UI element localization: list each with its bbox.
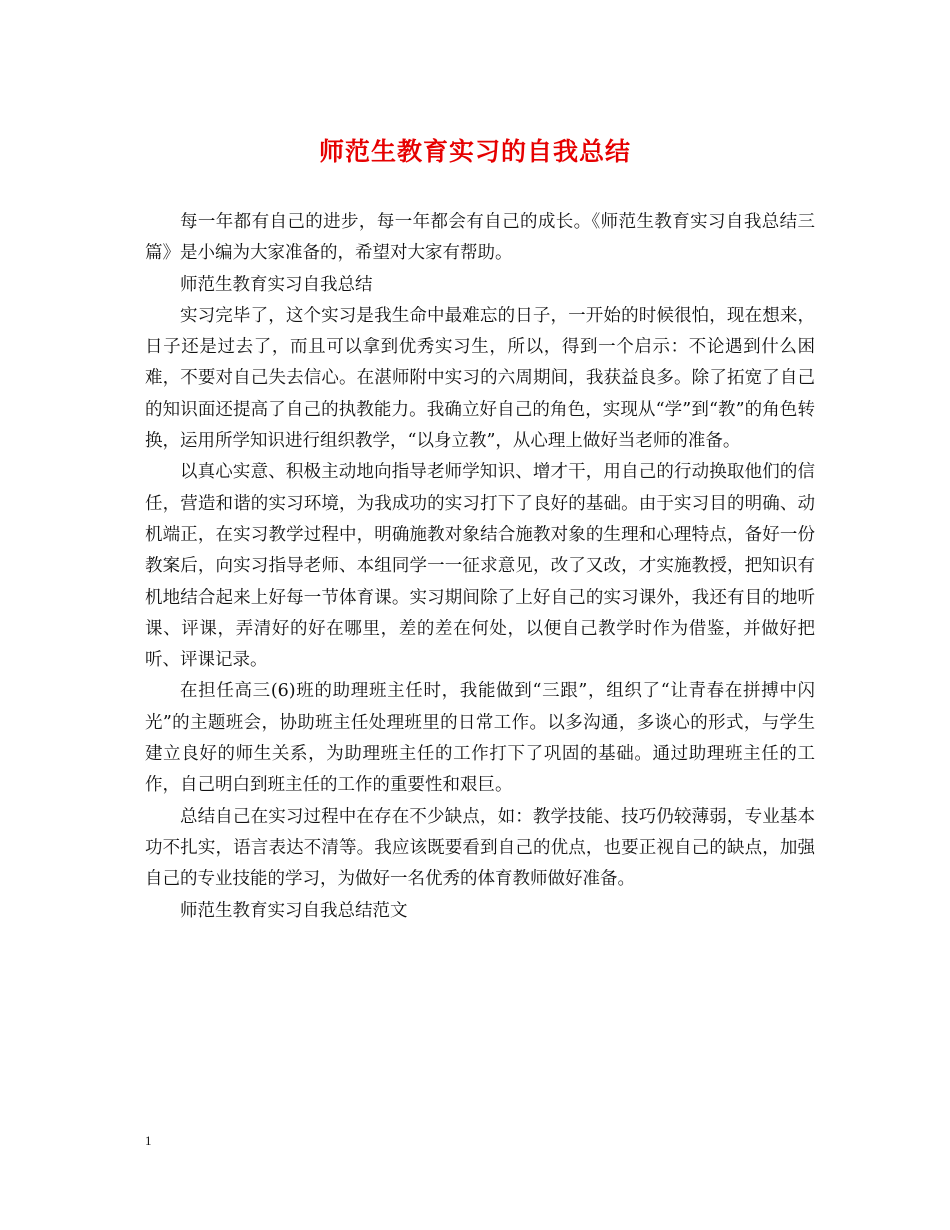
section-heading: 师范生教育实习自我总结范文 — [180, 900, 408, 921]
body-paragraph: 实习完毕了，这个实习是我生命中最难忘的日子，一开始的时候很怕，现在想来，日子还是过去了，而且可以拿到优秀实习生，所以，得到一个启示：不论遇到什么困难，不要对自己失去信心。在湛师附中实习的六周期间，我获益良多。除了拓宽了自己的知识面还提高了自己的执教能力。我确立好自己的角色，实现从“学”到“教”的角色转换，运用所学知识进行组织教学，“以身立教”，从心理上做好当老师的准备。 — [145, 305, 815, 452]
section-heading: 师范生教育实习自我总结 — [180, 274, 373, 295]
body-paragraph: 在担任高三(6)班的助理班主任时，我能做到“三跟”，组织了“让青春在拼搏中闪光”的主题班会，协助班主任处理班里的日常工作。以多沟通，多谈心的形式，与学生建立良好的师生关系，为助理班主任的工作打下了巩固的基础。通过助理班主任的工作，自己明白到班主任的工作的重要性和艰巨。 — [145, 681, 815, 796]
body-paragraph: 以真心实意、积极主动地向指导老师学知识、增才干，用自己的行动换取他们的信任，营造和谐的实习环境，为我成功的实习打下了良好的基础。由于实习目的明确、动机端正，在实习教学过程中，明确施教对象结合施教对象的生理和心理特点，备好一份教案后，向实习指导老师、本组同学一一征求意见，改了又改，才实施教授，把知识有机地结合起来上好每一节体育课。实习期间除了上好自己的实习课外，我还有目的地听课、评课，弄清好的好在哪里，差的差在何处，以便自己教学时作为借鉴，并做好把听、评课记录。 — [145, 462, 815, 671]
intro-paragraph: 每一年都有自己的进步，每一年都会有自己的成长。《师范生教育实习自我总结三篇》是小编为大家准备的，希望对大家有帮助。 — [145, 212, 815, 264]
document-title: 师范生教育实习的自我总结 — [318, 137, 631, 166]
page-number: 1 — [145, 1133, 152, 1148]
body-paragraph: 总结自己在实习过程中在存在不少缺点，如：教学技能、技巧仍较薄弱，专业基本功不扎实，语言表达不清等。我应该既要看到自己的优点，也要正视自己的缺点，加强自己的专业技能的学习，为做好一名优秀的体育教师做好准备。 — [145, 806, 815, 890]
document-body — [145, 207, 815, 927]
